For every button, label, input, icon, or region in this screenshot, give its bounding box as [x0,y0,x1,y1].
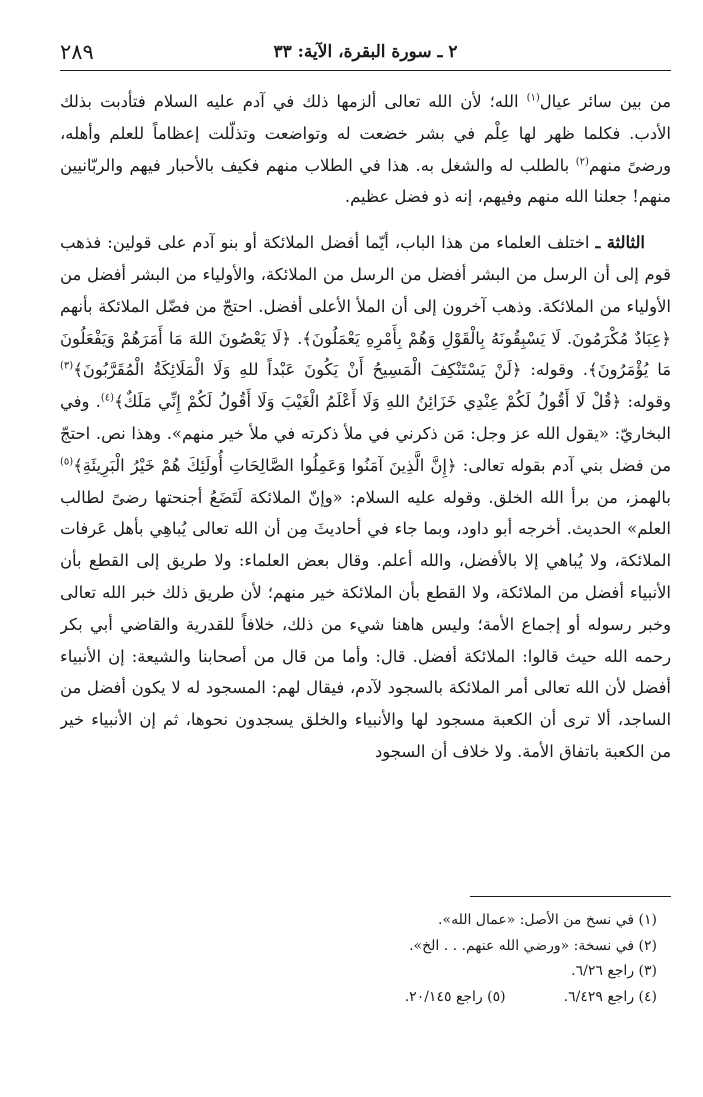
main-text [60,86,671,876]
quran-quote: ﴿عِبَادٌ مُكْرَمُونَ. لَا يَسْبِقُونَهُ بِالْقَوْلِ وَهُمْ بِأَمْرِهِ يَعْمَلُونَ﴾ [302,328,671,348]
running-title: ٢ ـ سورة البقرة، الآية: ٣٣ [273,42,458,62]
footnote-ref-1[interactable]: (١) [526,92,540,104]
footnote-ref-2[interactable]: (٢) [575,156,589,168]
section-lead: الثالثة ـ [595,233,645,253]
footnote-1: (١) في نسخ من الأصل: «عمال الله». [438,912,657,928]
footnote-5: (٥) راجع ٢٠/١٤٥. [404,988,506,1005]
footnote-3: (٣) راجع ٦/٢٦. [571,963,657,979]
footnote-row [60,985,671,1011]
page-number: ٢٨٩ [60,40,94,64]
footnote-2: (٢) في نسخة: «ورضي الله عنهم. . . الخ». [409,937,657,954]
footnotes [60,908,671,1010]
quran-quote: ﴿لَا يَعْصُونَ اللهَ مَا أَمَرَهُمْ وَيَفْعَلُونَ مَا يُؤْمَرُونَ﴾ [60,328,671,380]
quran-quote: ﴿لَنْ يَسْتَنْكِفَ الْمَسِيحُ أَنْ يَكُونَ عَبْداً للهِ وَلَا الْمَلَائِكَةُ الْمُقَرَّبُونَ﴾ [73,360,522,380]
footnote-ref-3[interactable]: (٣) [60,360,74,372]
footnote-ref-4[interactable]: (٤) [100,392,115,404]
footnote-rule [470,896,671,897]
quran-quote: ﴿قُلْ لَا أَقُولُ لَكُمْ عِنْدِي خَزَائِنُ اللهِ وَلَا أَعْلَمُ الْغَيْبَ وَلَا أَقُولُ لَكُمْ إِنِّي مَلَكٌ﴾ [114,392,622,412]
page-header [60,40,671,72]
quran-quote: ﴿إِنَّ الَّذِينَ آمَنُوا وَعَمِلُوا الصَّالِحَاتِ أُولَئِكَ هُمْ خَيْرُ الْبَرِيئَةِ﴾ [73,455,457,475]
paragraph-2: الثالثة ـ اختلف العلماء من هذا الباب، أيّما أفضل الملائكة أو بنو آدم على قولين: فذهب قوم إلى أن الرسل من البشر أفضل من الرسل من الملائكة، والأولياء من البشر أفضل من الأولياء من الملائكة. وذهب آخرون إلى أن الملأ الأعلى أفضل. احتجّ من فضّل الملائكة بأنهم ﴿عِبَادٌ مُكْرَمُونَ. لَا يَسْبِقُونَهُ بِالْقَوْلِ وَهُمْ بِأَمْرِهِ يَعْمَلُونَ﴾. ﴿لَا يَعْصُونَ اللهَ مَا أَمَرَهُمْ وَيَفْعَلُونَ مَا يُؤْمَرُونَ﴾. وقوله: ﴿لَنْ يَسْتَنْكِفَ الْمَسِيحُ أَنْ يَكُونَ عَبْداً للهِ وَلَا الْمَلَائِكَةُ الْمُقَرَّبُونَ﴾$^{(٣)}$ وقوله: ﴿قُلْ لَا أَقُولُ لَكُمْ عِنْدِي خَزَائِنُ اللهِ وَلَا أَعْلَمُ الْغَيْبَ وَلَا أَقُولُ لَكُمْ إِنِّي مَلَكٌ﴾$^{(٤)}$. وفي البخاريّ: «يقول الله عز وجل: مَن ذكرني في ملأ ذكرته في ملأ خير منهم». وهذا نص. احتجّ من فضل بني آدم بقوله تعالى: ﴿إِنَّ الَّذِينَ آمَنُوا وَعَمِلُوا الصَّالِحَاتِ أُولَئِكَ هُمْ خَيْرُ الْبَرِيئَةِ﴾$^{(٥)}$ بالهمز، من برأ الله الخلق. وقوله عليه السلام: «وإنّ الملائكة لَتَضَعُ أجنحتها رضىً لطالب العلم» الحديث. أخرجه أبو داود، وبما جاء في أحاديثَ مِن أن الله تعالى يُباهِي بأهل عَرفات الملائكة، ولا يُباهي إلا بالأفضل، والله أعلم. وقال بعض العلماء: ولا طريق إلى القطع بأن الأنبياء أفضل من الملائكة، ولا القطع بأن الملائكة خير منهم؛ لأن طريق ذلك خبر الله تعالى وخبر رسوله أو إجماع الأمة؛ وليس هاهنا شيء من ذلك، خلافاً للقدرية والقاضي أبي بكر رحمه الله حيث قالوا: الملائكة أفضل. قال: وأما من قال من أصحابنا والشيعة: إن الأنبياء أفضل لأن الله تعالى أمر الملائكة بالسجود لآدم، فيقال لهم: المسجود له لا يكون أفضل من الساجد، ألا ترى أن الكعبة مسجود لها والأنبياء والخلق يسجدون نحوها، ثم إن الأنبياء خير من الكعبة باتفاق الأمة. ولا خلاف أن السجود [60,233,671,761]
paragraph-1: من بين سائر عيال$^{(١)}$ الله؛ لأن الله تعالى ألزمها ذلك في آدم عليه السلام فتأدبت بذلك الأدب. فكلما ظهر لها عِلْم في بشر خضعت له وتواضعت وتذلّلت إعظاماً للعلم وأهله، ورضىً منهم$^{(٢)}$ بالطلب له والشغل به. هذا في الطلاب منهم فكيف بالأحبار فيهم والربّانيين منهم! جعلنا الله منهم وفيهم، إنه ذو فضل عظيم. [60,92,671,207]
footnote-ref-5[interactable]: (٥) [60,456,74,468]
footnote-4: (٤) راجع ٦/٤٢٩. [563,988,657,1005]
header-rule [60,70,671,71]
